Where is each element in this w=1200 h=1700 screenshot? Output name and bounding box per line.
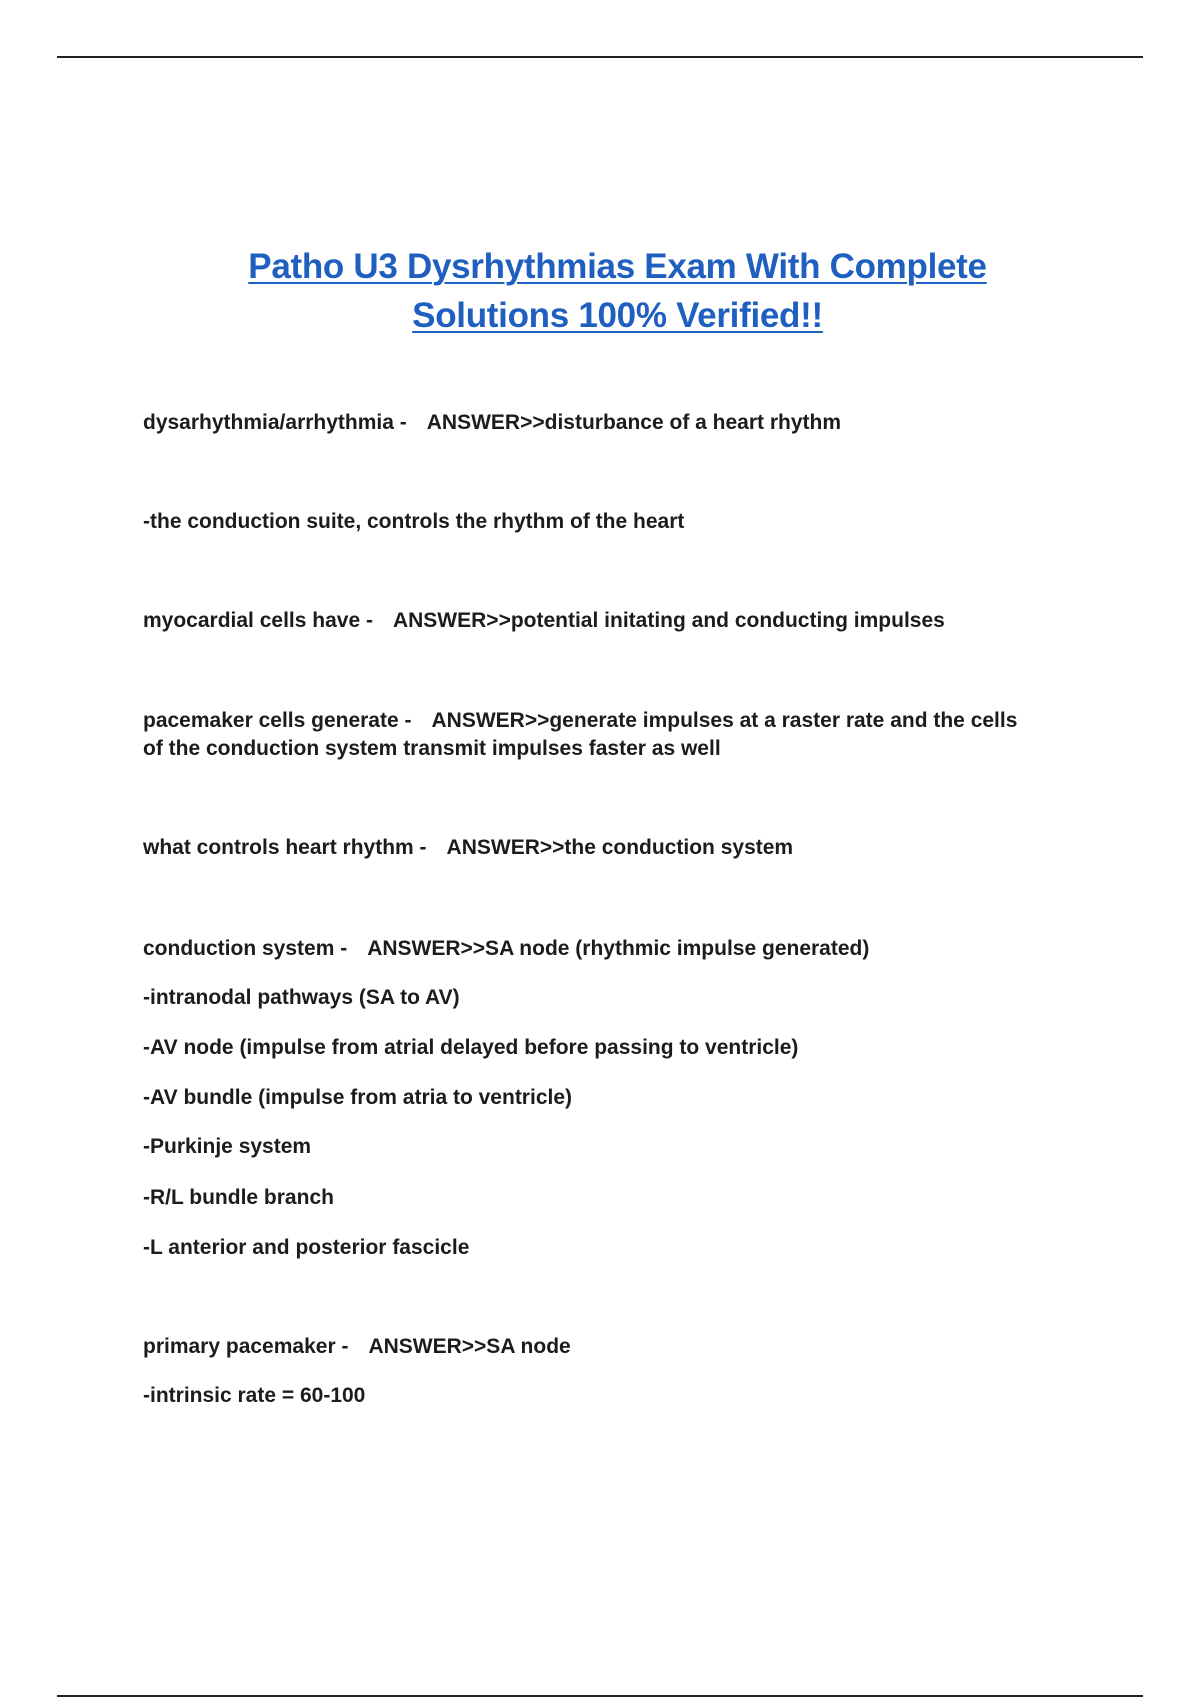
title-line-1: Patho U3 Dysrhythmias Exam With Complete [248,247,987,286]
list-item: -intrinsic rate = 60-100 [143,1384,366,1407]
qa-entry [143,607,1103,635]
list-item: -intranodal pathways (SA to AV) [143,986,460,1009]
top-rule [57,56,1143,58]
note-line: -the conduction suite, controls the rhythm of the heart [143,510,685,533]
answer: ANSWER>>disturbance of a heart rhythm [426,411,842,434]
answer: ANSWER>>the conduction system [446,836,794,859]
qa-entry [143,935,1103,963]
term: what controls heart rhythm - [143,836,427,859]
answer: ANSWER>>SA node (rhythmic impulse generated) [367,937,870,960]
list-item: -AV node (impulse from atrial delayed before passing to ventricle) [143,1036,799,1059]
list-item: -Purkinje system [143,1135,312,1158]
list-item: -L anterior and posterior fascicle [143,1236,470,1259]
answer-continuation: of the conduction system transmit impulses faster as well [143,737,721,760]
qa-entry [143,707,1103,763]
answer: ANSWER>>potential initating and conducting impulses [392,609,945,632]
list-item: -AV bundle (impulse from atria to ventricle) [143,1086,573,1109]
list-item: -R/L bundle branch [143,1186,334,1209]
term: dysarhythmia/arrhythmia - [143,411,407,434]
qa-entry [143,834,1103,862]
term: pacemaker cells generate - [143,709,412,732]
term: primary pacemaker - [143,1335,349,1358]
answer: ANSWER>>SA node [368,1335,571,1358]
qa-entry [143,409,1103,437]
qa-entry [143,1333,1103,1361]
answer: ANSWER>>generate impulses at a raster rate and the cells [431,709,1018,732]
term: conduction system - [143,937,348,960]
bottom-rule [57,1695,1143,1697]
term: myocardial cells have - [143,609,373,632]
document-title [150,242,1085,340]
title-line-2: Solutions 100% Verified!! [412,296,823,335]
